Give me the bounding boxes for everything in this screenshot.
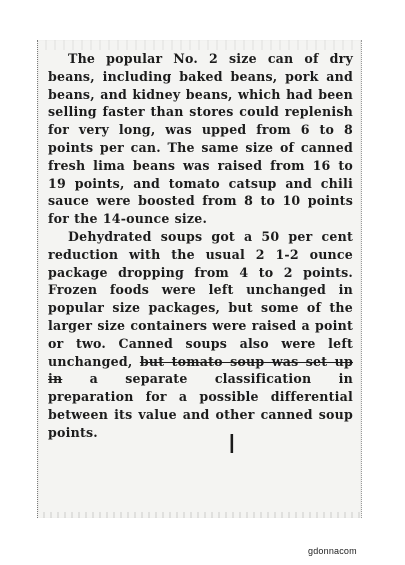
- watermark: gdonnacom: [308, 546, 357, 556]
- article-paragraph-2: [48, 228, 353, 442]
- article-paragraph-1: The popular No. 2 size can of dry beans, including baked beans, pork and beans, and kidney beans, which had been selling faster than stores could replenish for very long, was upped from 6 to 8 points per can. The same size of canned fresh lima beans was raised from 16 to 19 points, and tomato catsup and chili sauce were boosted from 8 to 10 points for the 14-ounce size.: [48, 51, 353, 227]
- article-body: [48, 50, 353, 442]
- text-cursor-icon: I: [228, 430, 236, 460]
- newspaper-clipping: [37, 40, 362, 518]
- struck-through-text: but tomato soup was set up in: [48, 353, 354, 387]
- torn-top-edge: [38, 40, 361, 50]
- torn-bottom-edge: [38, 512, 361, 518]
- paragraph-2-ending: a separate classification in preparation for a possible differential between its value and other canned soup points.: [48, 371, 353, 440]
- paragraph-2-text: Dehydrated soups got a 50 per cent reduction with the usual 2 1-2 ounce package dropping from 4 to 2 points. Frozen foods were left unchanged in popular size packages, but some of the larger size containers were raised a point or two. Canned soups also were left unchanged,: [48, 228, 353, 369]
